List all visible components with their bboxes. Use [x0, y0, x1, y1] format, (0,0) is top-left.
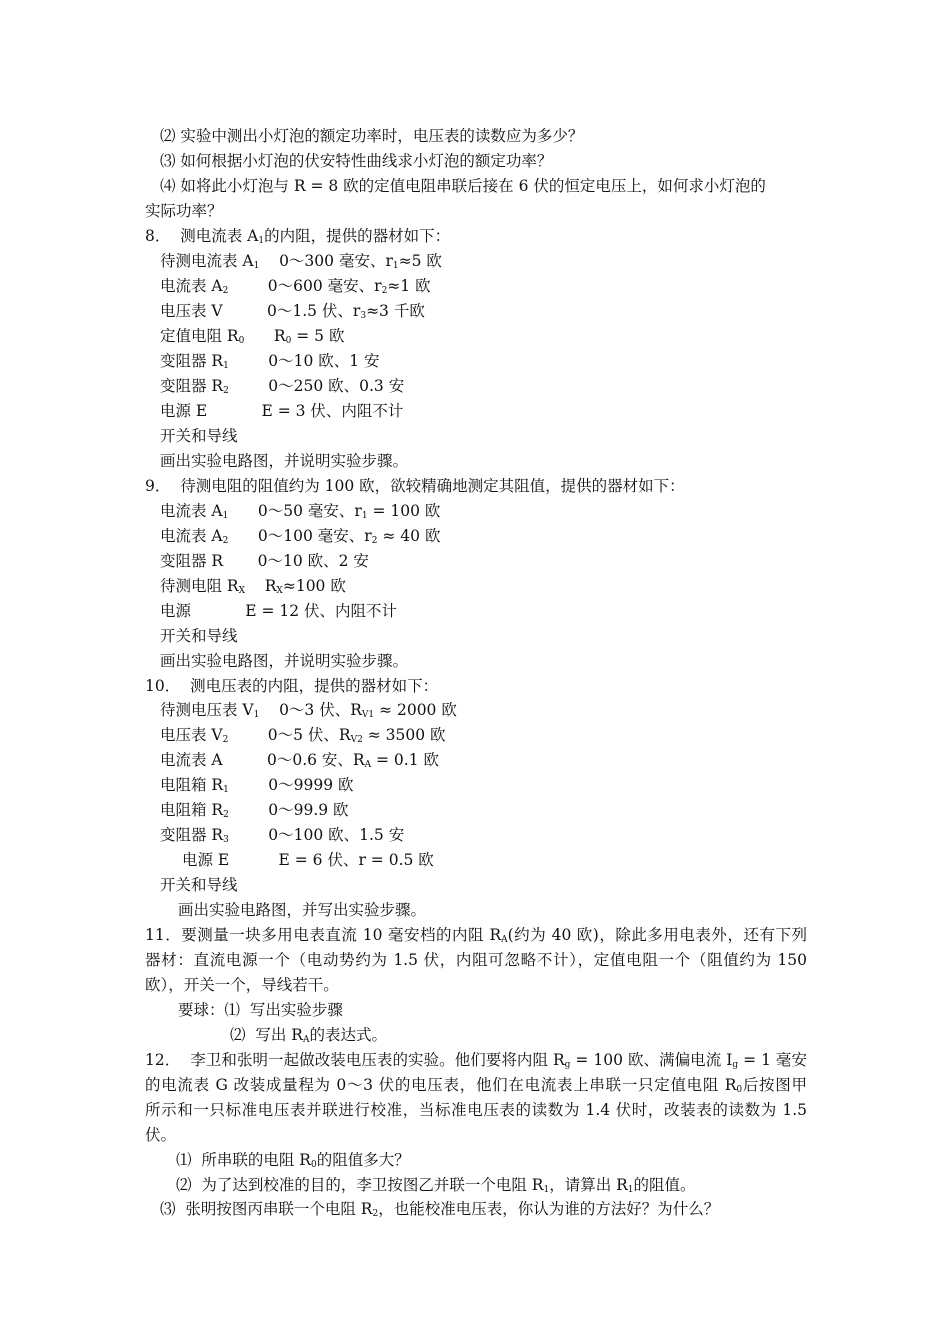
q7-sub4-cont: 实际功率？	[145, 202, 223, 220]
q11-requirement-2: ⑵ 写出 $R_A$的表达式。	[230, 1026, 387, 1045]
q12-line3: 所示和一只标准电压表并联进行校准，当标准电压表的读数为 1.4 伏时，改装表的读数为 1.5	[145, 1101, 807, 1119]
q12-sub2: ⑵ 为了达到校准的目的，李卫按图乙并联一个电阻 $R_1$，请算出 $R_1$的阻值。	[176, 1176, 696, 1195]
q12-sub3: ⑶ 张明按图丙串联一个电阻 $R_2$，也能校准电压表，你认为谁的方法好？为什么？	[160, 1200, 720, 1219]
q10-equipment-item: 变阻器 $R_3$ 0～100 欧、1.5 安	[160, 826, 405, 845]
q9-equipment-item: 电源 E = 12 伏、内阻不计	[160, 602, 398, 620]
q9-title: 9． 待测电阻的阻值约为 100 欧，欲较精确地测定其阻值，提供的器材如下：	[145, 477, 685, 495]
q12-line1: 12． 李卫和张明一起做改装电压表的实验。他们要将内阻 $R_g = 100$ 欧、满偏电流 $I_g = 1$ 毫安	[145, 1051, 807, 1070]
q9-equipment-item: 电流表 $A_2$ 0～100 毫安、$r_2 \approx 40$ 欧	[160, 527, 441, 546]
q10-equipment-item: 电压表 $V_2$ 0～5 伏、$R_{V2} \approx 3500$ 欧	[160, 726, 446, 745]
q12-line4: 伏。	[145, 1126, 177, 1144]
q10-switch: 开关和导线	[160, 876, 238, 894]
q7-sub3: ⑶ 如何根据小灯泡的伏安特性曲线求小灯泡的额定功率？	[160, 152, 553, 170]
q10-power: 电源 E E = 6 伏、r = 0.5 欧	[182, 851, 434, 869]
q8-equipment-item: 待测电流表 $A_1$ 0～300 毫安、$r_1\approx 5$ 欧	[160, 252, 442, 271]
q9-equipment-item: 待测电阻 $R_X$ $R_X\approx 100$ 欧	[160, 577, 346, 596]
q9-equipment-item: 变阻器 R 0～10 欧、2 安	[160, 552, 369, 570]
q10-equipment-item: 待测电压表 $V_1$ 0～3 伏、$R_{V1} \approx 2000$ 欧	[160, 701, 457, 720]
q9-equipment-item: 电流表 $A_1$ 0～50 毫安、$r_1 = 100$ 欧	[160, 502, 441, 521]
q8-equipment-item: 电流表 $A_2$ 0～600 毫安、$r_2\approx 1$ 欧	[160, 277, 431, 296]
q9-task: 画出实验电路图，并说明实验步骤。	[160, 652, 409, 670]
q8-equipment-item: 变阻器 $R_2$ 0～250 欧、0.3 安	[160, 377, 405, 396]
q8-equipment-item: 变阻器 $R_1$ 0～10 欧、1 安	[160, 352, 380, 371]
q8-equipment-item: 电压表 V 0～1.5 伏、$r_3\approx 3$ 千欧	[160, 302, 425, 321]
q10-title: 10． 测电压表的内阻，提供的器材如下：	[145, 677, 439, 695]
q7-sub2: ⑵ 实验中测出小灯泡的额定功率时，电压表的读数应为多少？	[160, 127, 584, 145]
q10-equipment-item: 电流表 A 0～0.6 安、$R_A = 0.1$ 欧	[160, 751, 439, 770]
q12-sub1: ⑴ 所串联的电阻 $R_0$的阻值多大？	[176, 1151, 410, 1170]
q8-equipment-item: 定值电阻 $R_0$ $R_0 = 5$ 欧	[160, 327, 345, 346]
q7-sub4: ⑷ 如将此小灯泡与 R = 8 欧的定值电阻串联后接在 6 伏的恒定电压上，如何求小灯泡的	[160, 177, 766, 195]
q8-task: 画出实验电路图，并说明实验步骤。	[160, 452, 409, 470]
q8-equipment-item: 电源 E E = 3 伏、内阻不计	[160, 402, 404, 420]
q8-switch: 开关和导线	[160, 427, 238, 445]
q11-requirement-1: 要球：⑴ 写出实验步骤	[178, 1001, 343, 1019]
q8-title: 8． 测电流表 $A_1$的内阻，提供的器材如下：	[145, 227, 451, 246]
q11-line3: 欧），开关一个，导线若干。	[145, 976, 339, 994]
q10-equipment-item: 电阻箱 $R_1$ 0～9999 欧	[160, 776, 354, 795]
q11-line2: 器材：直流电源一个（电动势约为 1.5 伏，内阻可忽略不计），定值电阻一个（阻值约为 150	[145, 951, 807, 969]
q11-line1: 11．要测量一块多用电表直流 10 毫安档的内阻 $R_A$(约为 40 欧)，除此多用电表外，还有下列	[145, 926, 807, 945]
q10-task: 画出实验电路图，并写出实验步骤。	[178, 901, 427, 919]
q12-line2: 的电流表 G 改装成量程为 0～3 伏的电压表，他们在电流表上串联一只定值电阻 $R_0$后按图甲	[145, 1076, 807, 1095]
q10-equipment-item: 电阻箱 $R_2$ 0～99.9 欧	[160, 801, 349, 820]
q9-switch: 开关和导线	[160, 627, 238, 645]
